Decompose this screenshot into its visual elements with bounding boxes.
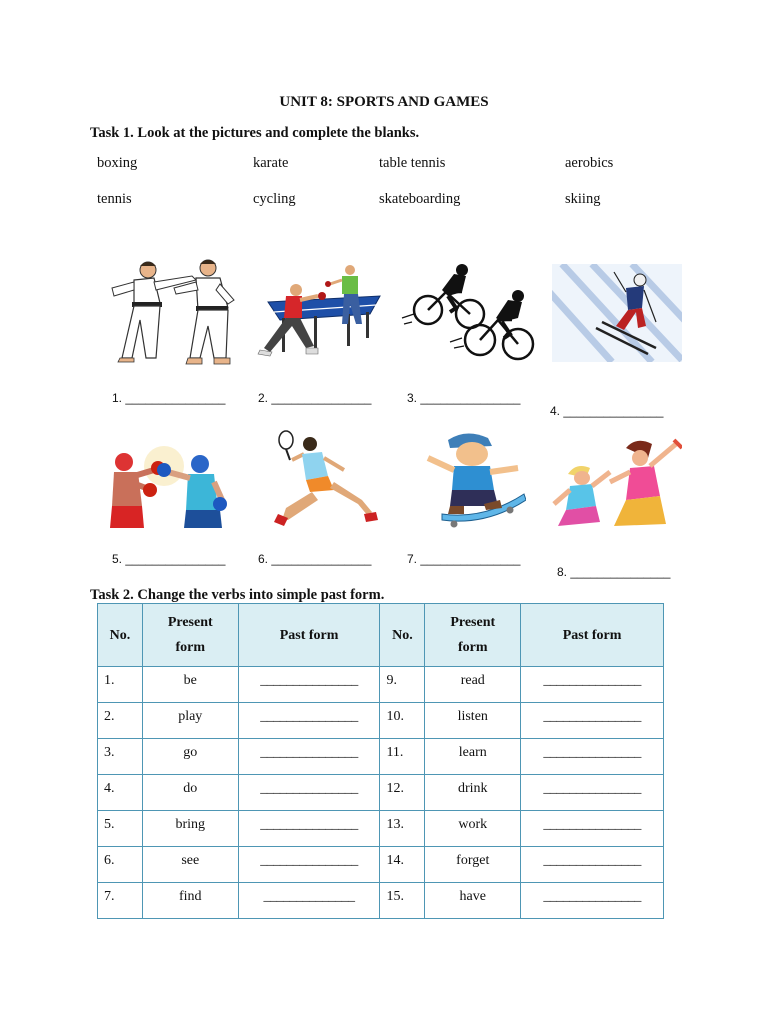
row-number: 12. (380, 775, 425, 811)
present-verb: work (425, 811, 521, 847)
row-number: 14. (380, 847, 425, 883)
task2-instruction: Task 2. Change the verbs into simple past form. (90, 587, 385, 603)
task1-instruction: Task 1. Look at the pictures and complete the blanks. (90, 125, 420, 141)
header-present-line2: form (175, 640, 206, 655)
table-row (98, 739, 664, 775)
present-verb: learn (425, 739, 521, 775)
past-form-blank[interactable]: _______________ (238, 703, 380, 739)
past-form-blank[interactable]: _______________ (238, 667, 380, 703)
tennis-picture (268, 430, 380, 530)
skiing-picture (552, 264, 682, 362)
table-row (98, 703, 664, 739)
past-form-blank[interactable]: _______________ (238, 847, 380, 883)
verb-table (97, 603, 664, 919)
word-bank-item: skateboarding (379, 191, 461, 207)
present-verb: read (425, 667, 521, 703)
row-number: 15. (380, 883, 425, 919)
row-number: 11. (380, 739, 425, 775)
header-past-form: Past form (521, 604, 664, 667)
row-number: 6. (98, 847, 143, 883)
row-number: 2. (98, 703, 143, 739)
row-number: 13. (380, 811, 425, 847)
past-form-blank[interactable]: _______________ (521, 703, 664, 739)
present-verb: go (142, 739, 238, 775)
row-number: 10. (380, 703, 425, 739)
answer-blank-1[interactable]: 1. _______________ (112, 391, 226, 405)
aerobics-picture (550, 430, 682, 528)
skateboarding-picture (414, 428, 526, 528)
present-verb: have (425, 883, 521, 919)
answer-blank-6[interactable]: 6. _______________ (258, 552, 372, 566)
table-row (98, 883, 664, 919)
header-present-form (142, 604, 238, 667)
past-form-blank[interactable]: _______________ (521, 739, 664, 775)
present-verb: be (142, 667, 238, 703)
header-past-form: Past form (238, 604, 380, 667)
word-bank-item: table tennis (379, 155, 446, 171)
word-bank-item: cycling (253, 191, 296, 207)
header-no: No. (98, 604, 143, 667)
present-verb: find (142, 883, 238, 919)
table-row (98, 667, 664, 703)
verb-table-header (98, 604, 664, 667)
word-bank-item: aerobics (565, 155, 614, 171)
present-verb: do (142, 775, 238, 811)
table-row (98, 775, 664, 811)
answer-blank-2[interactable]: 2. _______________ (258, 391, 372, 405)
row-number: 4. (98, 775, 143, 811)
word-bank-item: karate (253, 155, 289, 171)
present-verb: drink (425, 775, 521, 811)
table-row (98, 811, 664, 847)
cycling-picture (400, 262, 536, 366)
table-tennis-picture (252, 262, 384, 366)
row-number: 7. (98, 883, 143, 919)
past-form-blank[interactable]: _______________ (238, 775, 380, 811)
header-present-line1: Present (450, 615, 496, 630)
row-number: 5. (98, 811, 143, 847)
answer-blank-5[interactable]: 5. _______________ (112, 552, 226, 566)
past-form-blank[interactable]: _______________ (238, 739, 380, 775)
karate-picture (104, 258, 238, 368)
row-number: 3. (98, 739, 143, 775)
past-form-blank[interactable]: _______________ (521, 847, 664, 883)
row-number: 1. (98, 667, 143, 703)
past-form-blank[interactable]: ______________ (238, 883, 380, 919)
word-bank-item: tennis (97, 191, 132, 207)
answer-blank-8[interactable]: 8. _______________ (557, 565, 671, 579)
present-verb: forget (425, 847, 521, 883)
header-present-line2: form (457, 640, 488, 655)
header-no: No. (380, 604, 425, 667)
table-row (98, 847, 664, 883)
answer-blank-4[interactable]: 4. _______________ (550, 404, 664, 418)
word-bank-item: skiing (565, 191, 601, 207)
answer-blank-3[interactable]: 3. _______________ (407, 391, 521, 405)
boxing-picture (106, 436, 234, 530)
present-verb: listen (425, 703, 521, 739)
present-verb: play (142, 703, 238, 739)
word-bank-item: boxing (97, 155, 138, 171)
answer-blank-7[interactable]: 7. _______________ (407, 552, 521, 566)
header-present-line1: Present (167, 615, 213, 630)
past-form-blank[interactable]: _______________ (521, 811, 664, 847)
past-form-blank[interactable]: _______________ (238, 811, 380, 847)
past-form-blank[interactable]: _______________ (521, 883, 664, 919)
present-verb: see (142, 847, 238, 883)
past-form-blank[interactable]: _______________ (521, 667, 664, 703)
row-number: 9. (380, 667, 425, 703)
header-present-form (425, 604, 521, 667)
present-verb: bring (142, 811, 238, 847)
past-form-blank[interactable]: _______________ (521, 775, 664, 811)
page-title: UNIT 8: SPORTS AND GAMES (279, 94, 489, 110)
